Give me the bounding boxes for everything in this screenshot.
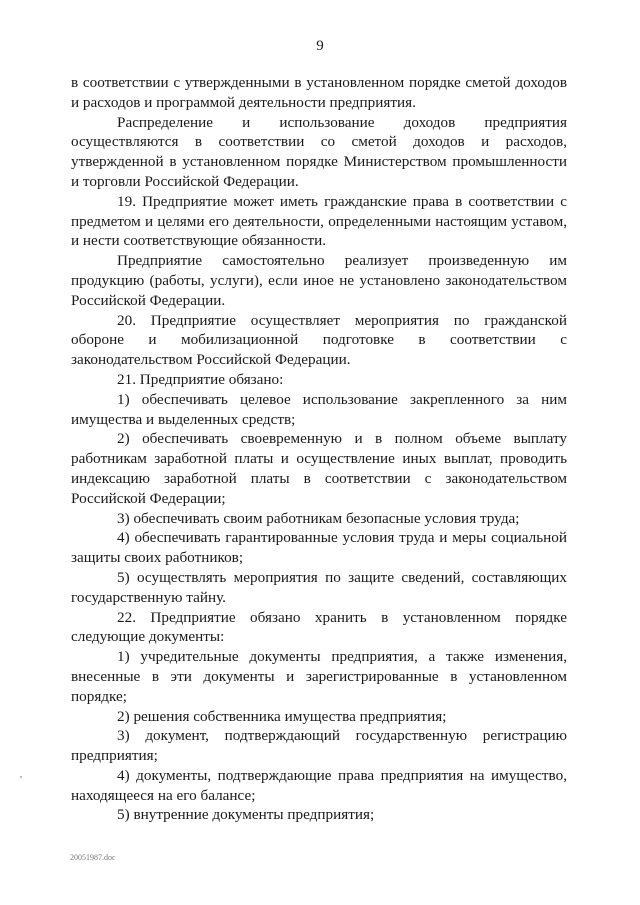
list-item-22-3: 3) документ, подтверждающий государственную регистрацию предприятия;: [71, 727, 567, 765]
document-body: [71, 73, 567, 825]
list-item-22-1: 1) учредительные документы предприятия, а также изменения, внесенные в эти документы и зарегистрированные в установленном порядке;: [71, 648, 567, 705]
paragraph-19: 19. Предприятие может иметь гражданские права в соответствии с предметом и целями его деятельности, определенными настоящим уставом, и нести соответствующие обязанности.: [71, 192, 567, 250]
list-item-21-3: 3) обеспечивать своим работникам безопасные условия труда;: [117, 509, 520, 527]
list-item-21-4: 4) обеспечивать гарантированные условия труда и меры социальной защиты своих работников;: [71, 529, 567, 567]
paragraph-income-distribution: Распределение и использование доходов предприятия осуществляются в соответствии со сметой доходов и расходов, утвержденной в установленном порядке Министерством промышленности и торговли Российской Федерации.: [71, 113, 567, 190]
paragraph-22-heading: 22. Предприятие обязано хранить в установленном порядке следующие документы:: [71, 608, 567, 646]
paragraph-continuation: в соответствии с утвержденными в установленном порядке сметой доходов и расходов и программой деятельности предприятия.: [71, 74, 567, 111]
list-item-21-2: 2) обеспечивать своевременную и в полном объеме выплату работникам заработной платы и осуществление иных выплат, проводить индексацию заработной платы в соответствии с законодательством Российской Федерации;: [71, 430, 567, 507]
list-item-22-4: 4) документы, подтверждающие права предприятия на имущество, находящееся на его балансе;: [71, 766, 567, 804]
list-item-21-5: 5) осуществлять мероприятия по защите сведений, составляющих государственную тайну.: [71, 568, 567, 606]
paragraph-20: 20. Предприятие осуществляет мероприятия по гражданской обороне и мобилизационной подготовке в соответствии с законодательством Российской Федерации.: [71, 311, 567, 369]
scan-speck: [20, 776, 22, 778]
list-item-22-5: 5) внутренние документы предприятия;: [117, 806, 375, 824]
page-number: 9: [316, 38, 324, 54]
paragraph-19-sales: Предприятие самостоятельно реализует произведенную им продукцию (работы, услуги), если иное не установлено законодательством Российской Федерации.: [71, 252, 567, 309]
list-item-22-2: 2) решения собственника имущества предприятия;: [117, 707, 447, 725]
footer-filename: 20051987.doc: [70, 853, 116, 862]
paragraph-21-heading: 21. Предприятие обязано:: [117, 370, 284, 388]
list-item-21-1: 1) обеспечивать целевое использование закрепленного за ним имущества и выделенных средств;: [71, 390, 567, 428]
